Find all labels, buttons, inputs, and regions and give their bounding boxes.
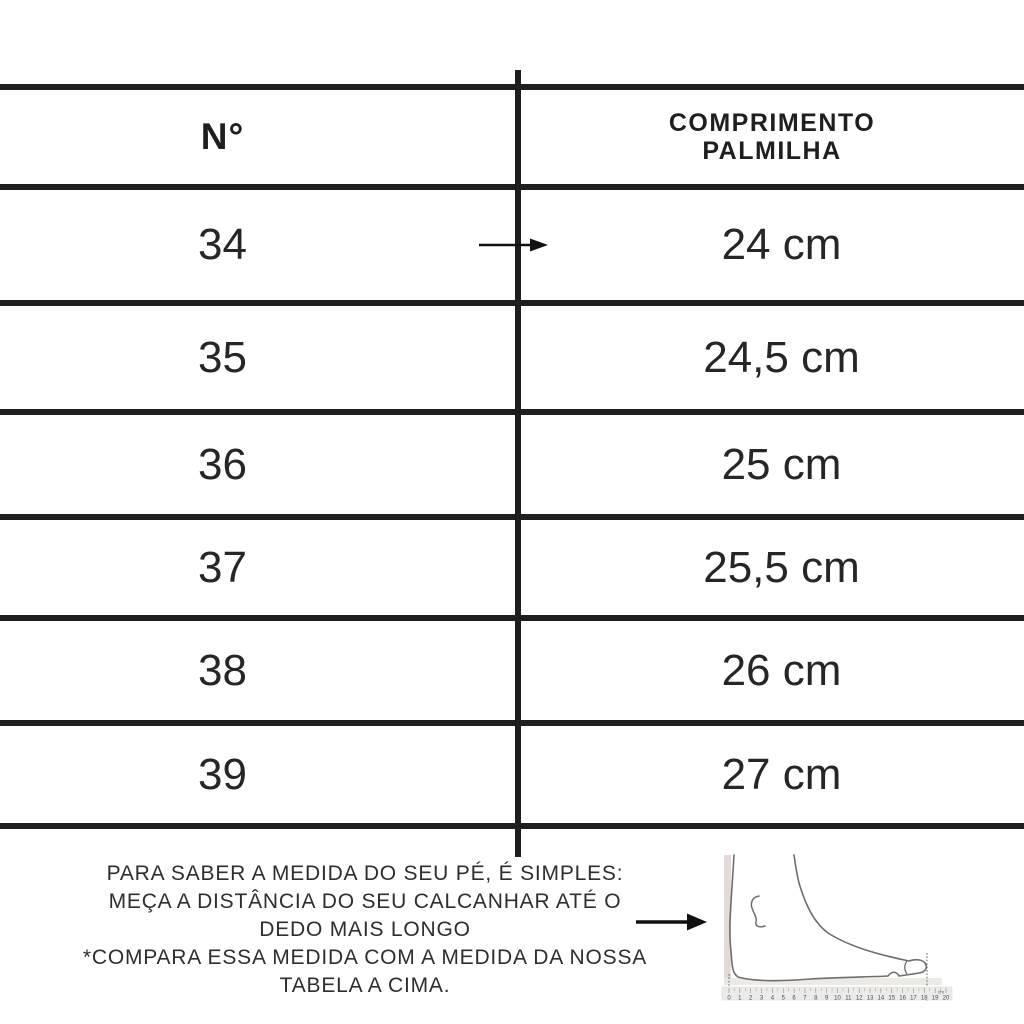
ruler-number: 14 [877,995,885,1002]
note-line: *COMPARA ESSA MEDIDA COM A MEDIDA DA NOSSA [82,946,648,969]
ruler-number: 18 [920,995,928,1002]
table-row [0,726,1024,823]
note-line: DEDO MAIS LONGO [259,918,471,941]
length-cell: 25 cm [721,439,842,489]
length-cell: 27 cm [721,749,842,799]
ruler-number: 1 [738,995,742,1002]
table-row [0,621,1024,720]
size-column-header: N° [200,116,245,157]
ruler-number: 17 [910,995,917,1002]
length-cell: 26 cm [721,645,842,695]
table-border-bottom [0,823,1024,829]
ruler-number: 7 [803,995,807,1002]
ruler-number: 2 [749,995,753,1002]
row-pointer-arrow-icon [477,235,551,255]
foot-outline-icon [730,855,926,981]
size-cell: 35 [198,332,247,382]
note-line: PARA SABER A MEDIDA DO SEU PÉ, É SIMPLES: [106,862,624,885]
ruler-number: 10 [834,995,841,1002]
size-cell: 34 [198,220,247,269]
length-column-header: COMPRIMENTO PALMILHA [668,109,876,165]
note-line: TABELA A CIMA. [279,974,451,997]
table-row [0,190,1024,300]
size-cell: 36 [198,439,247,489]
size-cell: 37 [198,542,247,592]
ruler-number: 0 [727,995,731,1002]
table-row [0,306,1024,409]
ruler-unit-label: cm [938,989,944,995]
foot-measurement-illustration [710,843,966,1011]
length-cell: 24 cm [721,220,842,269]
ruler-number: 15 [888,995,896,1002]
ruler-number: 20 [942,995,950,1002]
table-row [0,520,1024,615]
ruler-number: 19 [931,995,939,1002]
length-cell: 24,5 cm [703,332,860,382]
size-cell: 38 [198,645,247,695]
ruler-number: 4 [770,995,775,1002]
pointer-arrow-icon [633,911,709,933]
ruler-number: 5 [781,995,785,1002]
length-cell: 25,5 cm [703,542,860,592]
ruler-number: 3 [759,995,764,1002]
ruler-number: 11 [845,995,852,1002]
ruler-number: 13 [866,995,874,1002]
table-row [0,415,1024,514]
ruler-number: 9 [824,995,829,1002]
ruler-number: 6 [792,995,796,1002]
size-cell: 39 [198,749,247,799]
ruler-number: 8 [814,995,818,1002]
ruler-number: 12 [855,995,863,1002]
measuring-instructions [45,860,685,1000]
note-line: MEÇA A DISTÂNCIA DO SEU CALCANHAR ATÉ O [108,890,622,913]
ruler-number: 16 [899,995,906,1002]
